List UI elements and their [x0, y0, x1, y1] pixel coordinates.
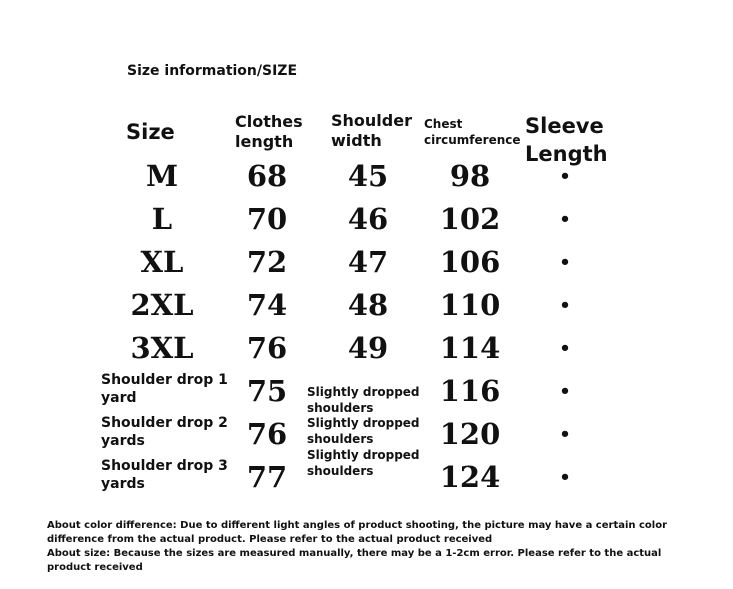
header-clothes-length	[235, 112, 325, 152]
table-row	[0, 198, 733, 241]
clothes-length-value: 77	[246, 460, 288, 494]
shoulder-width-value: 46	[347, 202, 389, 236]
header-shoulder-width-line2: width	[331, 131, 382, 150]
size-label: 3XL	[130, 331, 194, 365]
clothes-length-value: 76	[246, 417, 288, 451]
header-clothes-length-line2: length	[235, 132, 294, 151]
shoulder-width-value: 45	[347, 159, 389, 193]
header-chest-circumference	[424, 116, 524, 148]
sleeve-length-value: •	[559, 338, 571, 359]
table-row	[0, 241, 733, 284]
header-shoulder-width	[331, 111, 421, 151]
header-chest-line2: circumference	[424, 133, 521, 147]
footer-notes	[47, 519, 687, 575]
clothes-length-value: 75	[246, 374, 288, 408]
clothes-length-value: 74	[246, 288, 288, 322]
clothes-length-value: 70	[246, 202, 288, 236]
size-label: Shoulder drop 1 yard	[101, 372, 228, 406]
header-sleeve-line1: Sleeve	[525, 114, 604, 138]
sleeve-length-value: •	[559, 467, 571, 488]
chest-value: 110	[439, 288, 501, 322]
shoulder-width-value: 49	[347, 331, 389, 365]
size-label: XL	[140, 245, 184, 279]
chest-value: 124	[439, 460, 501, 494]
shoulder-width-note: Slightly dropped shoulders	[307, 448, 420, 478]
size-label: M	[145, 159, 179, 193]
shoulder-width-value: 47	[347, 245, 389, 279]
chest-value: 116	[439, 374, 501, 408]
chest-value: 120	[439, 417, 501, 451]
table-row	[0, 370, 733, 413]
color-difference-note: About color difference: Due to different light angles of product shooting, the picture may have a certain color difference from the actual product. Please refer to the actual product received	[47, 520, 668, 545]
header-chest-line1: Chest	[424, 117, 463, 131]
size-label: Shoulder drop 3 yards	[101, 458, 228, 492]
clothes-length-value: 68	[246, 159, 288, 193]
clothes-length-value: 76	[246, 331, 288, 365]
header-clothes-length-line1: Clothes	[235, 112, 303, 131]
sleeve-length-value: •	[559, 295, 571, 316]
page-title: Size information/SIZE	[127, 63, 298, 79]
shoulder-width-note: Slightly dropped shoulders	[307, 385, 420, 415]
header-sleeve-line2: Length	[525, 142, 608, 166]
table-row	[0, 155, 733, 198]
size-label: L	[151, 202, 173, 236]
chest-value: 114	[439, 331, 501, 365]
sleeve-length-value: •	[559, 424, 571, 445]
chest-value: 98	[449, 159, 491, 193]
sleeve-length-value: •	[559, 252, 571, 273]
chest-value: 106	[439, 245, 501, 279]
shoulder-width-note: Slightly dropped shoulders	[307, 416, 420, 446]
table-row	[0, 448, 733, 499]
clothes-length-value: 72	[246, 245, 288, 279]
size-label: 2XL	[130, 288, 194, 322]
header-size: Size	[126, 120, 175, 144]
header-shoulder-width-line1: Shoulder	[331, 111, 412, 130]
size-label: Shoulder drop 2 yards	[101, 415, 228, 449]
table-row	[0, 327, 733, 370]
shoulder-width-value: 48	[347, 288, 389, 322]
chest-value: 102	[439, 202, 501, 236]
size-error-note: About size: Because the sizes are measured manually, there may be a 1-2cm error. Please refer to the actual product received	[47, 548, 662, 573]
sleeve-length-value: •	[559, 209, 571, 230]
sleeve-length-value: •	[559, 381, 571, 402]
table-row	[0, 284, 733, 327]
sleeve-length-value: •	[559, 166, 571, 187]
